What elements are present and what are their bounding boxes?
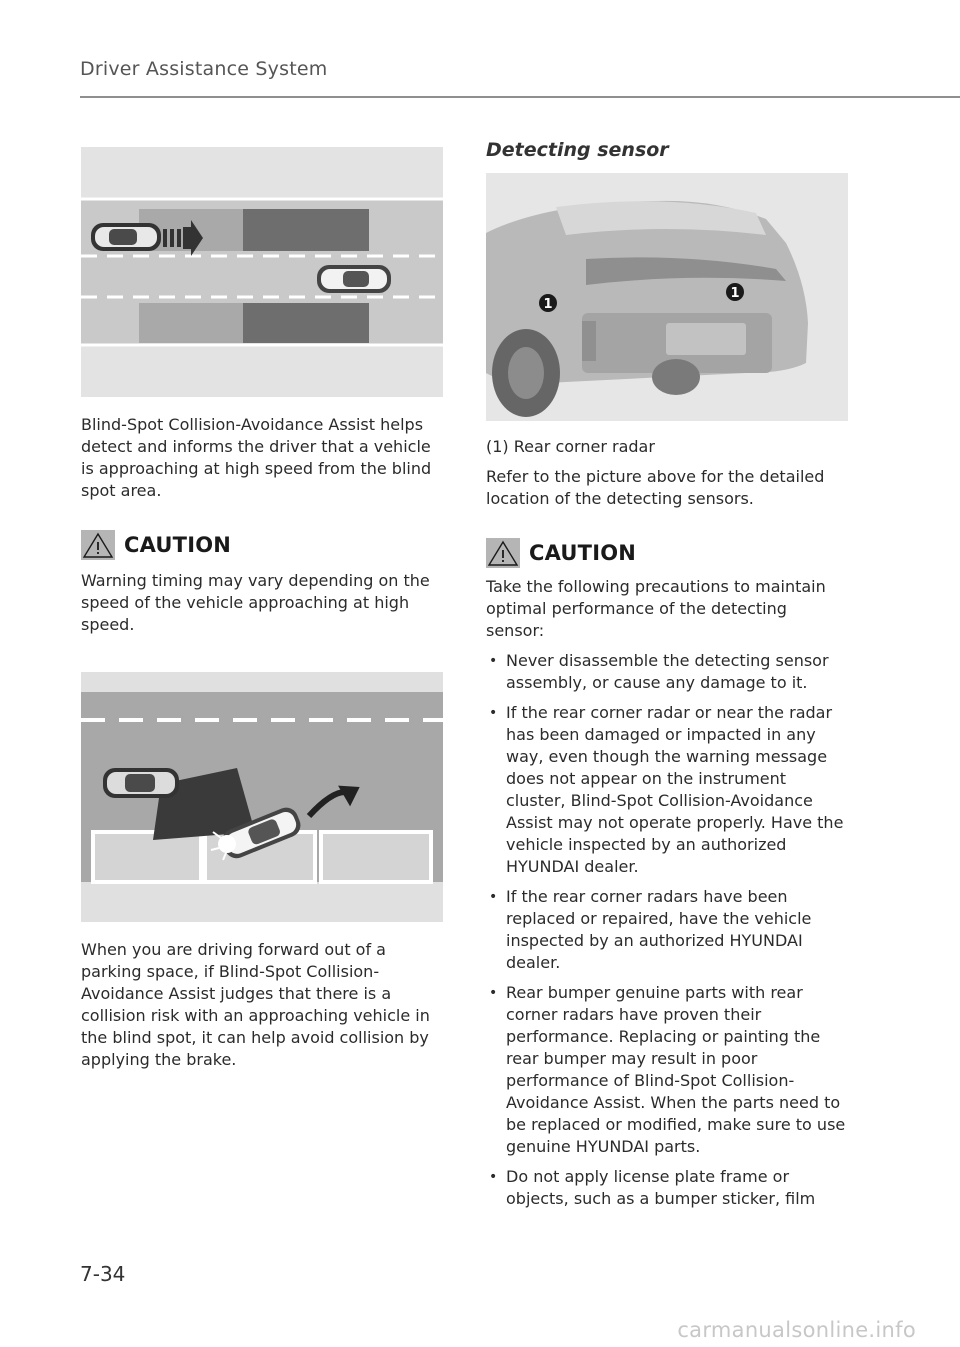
caution-text-1: Warning timing may vary depending on the speed of the vehicle approaching at high speed. (81, 571, 430, 634)
caution-intro-2: Take the following precautions to maintain optimal performance of the detecting sensor: (486, 577, 826, 640)
watermark: carmanualsonline.info (677, 1318, 916, 1342)
own-car-icon (317, 265, 391, 293)
approaching-car-icon (91, 223, 161, 251)
header-divider (80, 96, 960, 98)
caution-heading-1 (81, 530, 231, 560)
blind-spot-highway-illustration (81, 147, 443, 397)
parking-exit-description: When you are driving forward out of a parking space, if Blind-Spot Collision-Avoidance Assist judges that there is a collision risk with an approaching vehicle in the blind spot, it can help avoid collision by applying the brake. (81, 940, 430, 1069)
warning-triangle-icon (486, 538, 520, 568)
list-item: • If the rear corner radar or near the radar has been damaged or impacted in any way, even though the warning message does not appear on the instrument cluster, Blind-Spot Collision-Avoidance Assist may not operate properly. Have the vehicle inspected by an authorized HYUNDAI dealer. (486, 702, 846, 878)
sensor-location-note: Refer to the picture above for the detailed location of the detecting sensors. (486, 467, 825, 508)
sensor-callout-number: 1 (730, 286, 740, 301)
rear-corner-radar-marker-left (539, 294, 557, 312)
precautions-list (486, 650, 846, 1210)
warning-triangle-icon (81, 530, 115, 560)
section-title: Driver Assistance System (80, 58, 328, 80)
page-number: 7-34 (80, 1262, 126, 1286)
approaching-car-icon (103, 768, 179, 798)
caution-heading-2 (486, 538, 636, 568)
list-item: • If the rear corner radars have been replaced or repaired, have the vehicle inspected by an authorized HYUNDAI dealer. (486, 886, 846, 974)
list-item: • Rear bumper genuine parts with rear corner radars have proven their performance. Replacing or painting the rear bumper may result in poor performance of Blind-Spot Collision-Avoidance Assist. When the parts need to be replaced or modified, make sure to use genuine HYUNDAI parts. (486, 982, 846, 1158)
sensor-callout-number: 1 (543, 297, 553, 312)
list-item: • Do not apply license plate frame or objects, such as a bumper sticker, film (486, 1166, 846, 1210)
rear-corner-radar-marker-right (726, 283, 744, 301)
blind-spot-description: Blind-Spot Collision-Avoidance Assist helps detect and informs the driver that a vehicle is approaching at high speed from the blind spot area. (81, 415, 432, 500)
caution-label: CAUTION (124, 533, 232, 557)
figure-caption: (1) Rear corner radar (486, 437, 655, 456)
parking-exit-illustration (81, 672, 443, 922)
list-item: • Never disassemble the detecting sensor assembly, or cause any damage to it. (486, 650, 846, 694)
caution-label: CAUTION (529, 541, 637, 565)
detecting-sensor-heading: Detecting sensor (486, 139, 669, 161)
rear-bumper-sensor-photo (486, 173, 848, 421)
